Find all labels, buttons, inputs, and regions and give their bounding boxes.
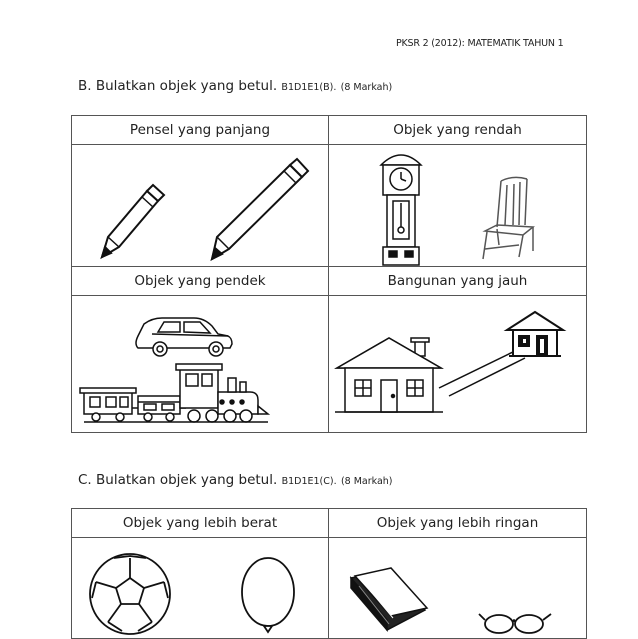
pencils-illustration	[72, 145, 328, 266]
page-header: PKSR 2 (2012): MATEMATIK TAHUN 1	[396, 38, 564, 49]
cell-car-train	[72, 296, 329, 433]
section-c-instruction: C. Bulatkan objek yang betul.	[78, 472, 278, 488]
book-icon[interactable]	[351, 568, 427, 630]
ball-balloon-illustration	[72, 538, 328, 638]
label-pensel-panjang: Pensel yang panjang	[72, 116, 329, 145]
cell-clock-chair	[329, 145, 587, 267]
book-glasses-illustration	[329, 538, 586, 638]
label-objek-rendah: Objek yang rendah	[329, 116, 587, 145]
glasses-icon[interactable]	[479, 614, 551, 633]
section-b-marks: (8 Markah)	[340, 82, 393, 93]
football-icon[interactable]	[90, 554, 170, 634]
short-pencil-icon[interactable]	[102, 185, 164, 257]
section-c-table	[71, 508, 587, 639]
chair-icon[interactable]	[483, 177, 533, 259]
grandfather-clock-icon[interactable]	[381, 155, 421, 265]
cell-pencils	[72, 145, 329, 267]
cell-buildings	[329, 296, 587, 433]
car-train-illustration	[72, 296, 328, 432]
section-c-title	[78, 472, 393, 488]
far-house-icon[interactable]	[507, 312, 563, 356]
buildings-illustration	[329, 296, 586, 432]
label-lebih-ringan: Objek yang lebih ringan	[329, 509, 587, 538]
cell-ball-balloon	[72, 538, 329, 639]
label-bangunan-jauh: Bangunan yang jauh	[329, 267, 587, 296]
balloon-icon[interactable]	[242, 558, 294, 632]
long-pencil-icon[interactable]	[212, 159, 308, 259]
near-house-icon[interactable]	[335, 338, 443, 412]
car-icon[interactable]	[136, 318, 232, 356]
section-b-title	[78, 78, 392, 94]
section-b-code: B1D1E1(B).	[281, 82, 337, 93]
label-objek-pendek: Objek yang pendek	[72, 267, 329, 296]
section-b-instruction: B. Bulatkan objek yang betul.	[78, 78, 278, 94]
section-b-table	[71, 115, 587, 433]
section-c-marks: (8 Markah)	[340, 476, 393, 487]
clock-chair-illustration	[329, 145, 586, 266]
train-icon[interactable]	[80, 364, 268, 422]
section-c-code: B1D1E1(C).	[281, 476, 337, 487]
label-lebih-berat: Objek yang lebih berat	[72, 509, 329, 538]
cell-book-glasses	[329, 538, 587, 639]
